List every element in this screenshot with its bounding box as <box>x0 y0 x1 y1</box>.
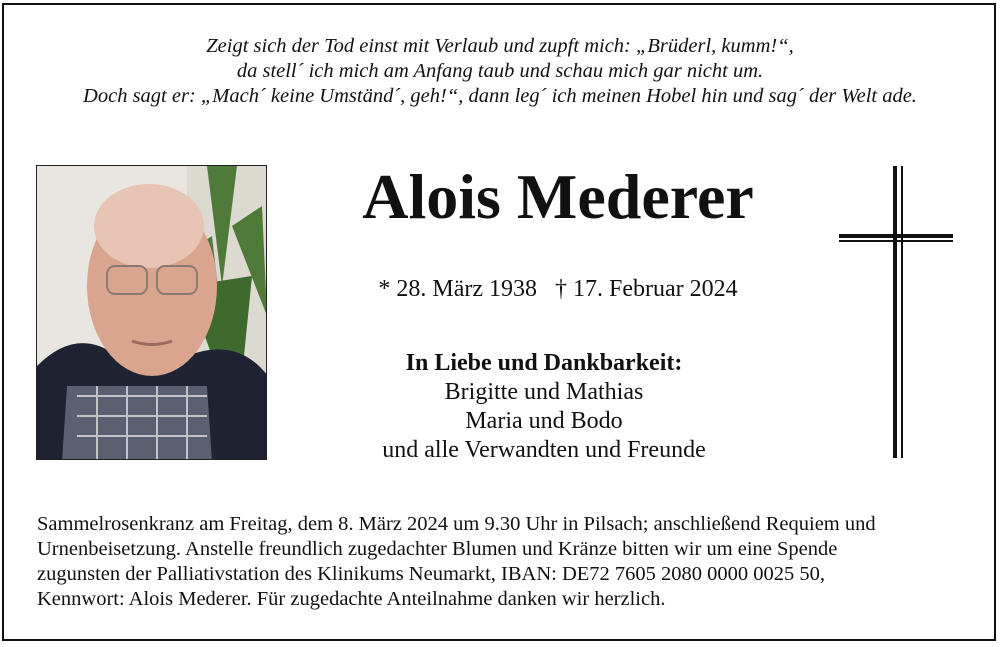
mourners-heading: In Liebe und Dankbarkeit: <box>405 350 683 376</box>
mourner-line: und alle Verwandten und Freunde <box>382 437 706 463</box>
quote-line: da stell´ ich mich am Anfang taub und schau mich gar nicht um. <box>236 60 764 82</box>
portrait-photo <box>36 165 267 460</box>
deceased-name: Alois Mederer <box>362 161 754 232</box>
quote-line: Doch sagt er: „Mach´ keine Umständ´, geh!“, dann leg´ ich meinen Hobel hin und sag´ der Welt ade. <box>83 85 917 107</box>
mourners-block <box>300 349 788 465</box>
quote-line: Zeigt sich der Tod einst mit Verlaub und zupft mich: „Brüderl, kumm!“, <box>206 35 794 57</box>
life-dates: * 28. März 1938 † 17. Februar 2024 <box>378 276 738 302</box>
notice-line: zugunsten der Palliativstation des Klinikums Neumarkt, IBAN: DE72 7605 2080 0000 0025 50, <box>37 563 826 585</box>
notice-line: Urnenbeisetzung. Anstelle freundlich zugedachter Blumen und Kränze bitten wir um eine Spende <box>37 538 838 560</box>
cross-icon <box>836 164 956 467</box>
mourner-line: Maria und Bodo <box>465 408 623 434</box>
poem-quote <box>0 34 1000 109</box>
notice-line: Sammelrosenkranz am Freitag, dem 8. März 2024 um 9.30 Uhr in Pilsach; anschließend Requiem und <box>37 513 876 535</box>
mourner-line: Brigitte und Mathias <box>444 379 644 405</box>
service-notice <box>37 512 977 612</box>
notice-line: Kennwort: Alois Mederer. Für zugedachte Anteilnahme danken wir herzlich. <box>37 588 666 610</box>
